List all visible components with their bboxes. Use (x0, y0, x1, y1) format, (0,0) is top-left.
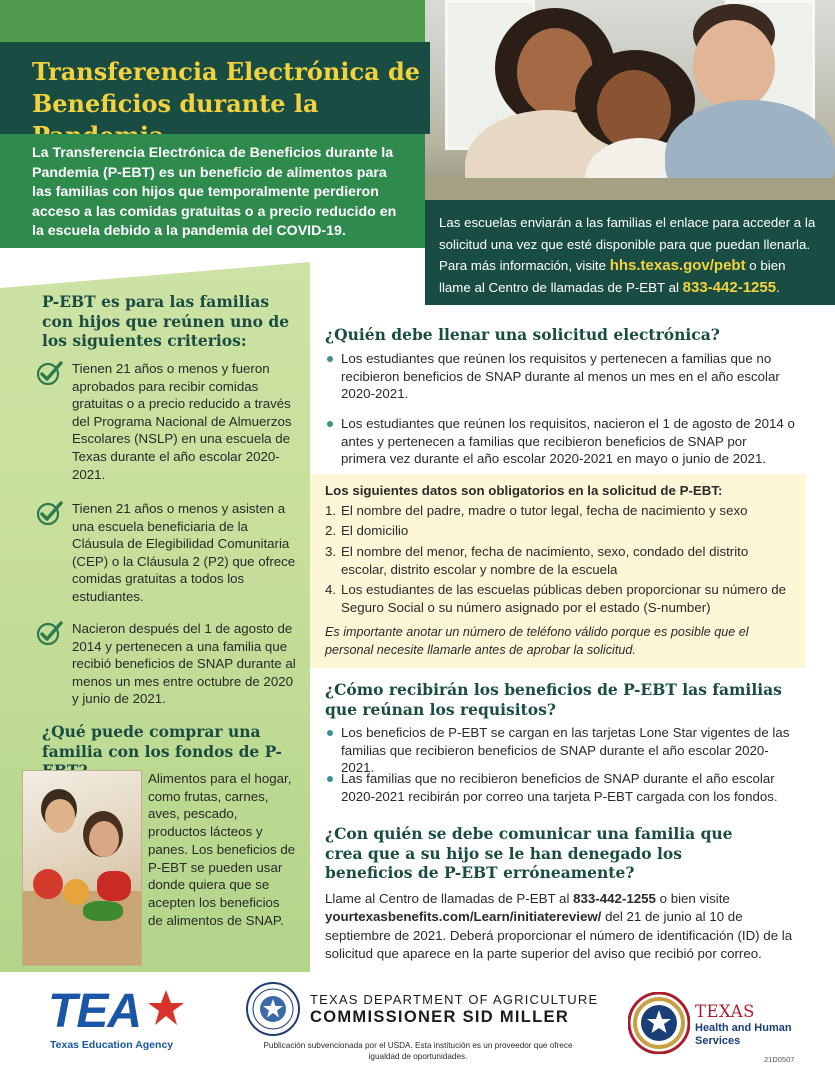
required-item: 4. Los estudiantes de las escuelas públicas deben proporcionar su número de Seguro Social o su número asignado por el estado (S-number) (325, 582, 786, 615)
info-text: Las escuelas enviarán a las familias el enlace para acceder a la solicitud una vez que esté disponible para que puedan llenarla. Para más información, visite hhs.texas.gov/pebt o bien llame al Centro de llamadas de P-EBT al 833-442-1255. (439, 215, 816, 296)
tda-name: TEXAS DEPARTMENT OF AGRICULTURE (310, 992, 599, 1007)
hhs-seal-icon (628, 992, 690, 1054)
tda-seal-icon (246, 982, 300, 1036)
contact-phone[interactable]: 833-442-1255 (573, 891, 656, 906)
eligibility-item: Tienen 21 años o menos y fueron aprobados para recibir comidas gratuitas o a precio reducido a través del Programa Nacional de Almuerzos Escolares (NSLP) en una escuela de Texas durante el año escolar 2020-2021. (36, 360, 300, 483)
required-item: 2. El domicilio (325, 523, 409, 538)
phone-number[interactable]: 833-442-1255 (682, 278, 777, 296)
title-line-2: Beneficios durante la (32, 89, 319, 118)
family-photo (425, 0, 835, 208)
usda-note: Publicación subvencionada por el USDA. Esta institución es un proveedor que ofrece igualdad de oportunidades. (263, 1041, 573, 1061)
tda-commissioner: COMMISSIONER SID MILLER (310, 1008, 570, 1026)
receive-bullet: Las familias que no recibieron beneficios de SNAP durante el año escolar 2020-2021 recibirán por correo una tarjeta P-EBT cargada con los fondos. (325, 770, 795, 805)
eligibility-item: Tienen 21 años o menos y asisten a una escuela beneficiaria de la Cláusula de Elegibilidad Comunitaria (CEP) o la Cláusula 2 (P2) que ofrece comidas gratuitas a todos los estudiantes. (36, 500, 300, 606)
contact-text: Llame al Centro de llamadas de P-EBT al 833-442-1255 o bien visite yourtexasbenefits.com/Learn/initiatereview/ del 21 de junio al 10 de septiembre de 2021. Deberá proporcionar el número de identificación (ID) de la solicitud que aparece en la parte superior del aviso que recibió por correo. (325, 891, 793, 961)
form-code: 21D0507 (764, 1055, 795, 1064)
hhs-texas: TEXAS (695, 1002, 755, 1021)
checkmark-icon (36, 360, 64, 386)
who-title: ¿Quién debe llenar una solicitud electrónica? (325, 325, 720, 344)
eligibility-title: P-EBT es para las familias con hijos que reúnen uno de los siguientes criterios: (42, 292, 290, 350)
buy-title: ¿Qué puede comprar una familia con los fondos de P- (42, 722, 282, 761)
checkmark-icon (36, 500, 64, 526)
hhs-name: Health and Human Services (695, 1022, 792, 1047)
title-line-1: Transferencia Electrónica de (32, 57, 421, 86)
review-link[interactable]: yourtexasbenefits.com/Learn/initiatereview/ (325, 909, 602, 925)
receive-bullet: Los beneficios de P-EBT se cargan en las tarjetas Lone Star vigentes de las familias que recibieron beneficios de SNAP durante el año escolar 2020-2021. (325, 724, 795, 777)
website-link[interactable]: hhs.texas.gov/pebt (609, 257, 746, 274)
intro-text: La Transferencia Electrónica de Beneficios durante la Pandemia (P-EBT) es un beneficio de alimentos para las familias con hijos que temporalmente perdieron acceso a las comidas gratuitas o a precio reducido en la escuela debido a la pandemia del COVID-19. (32, 145, 397, 239)
required-note: Es importante anotar un número de teléfono válido porque es posible que el personal necesite llamarle antes de aprobar la solicitud. (325, 625, 749, 657)
contact-title: ¿Con quién se debe comunicar una familia que crea que a su hijo se le han denegado los beneficios de P-EBT erróneamente? (325, 824, 733, 882)
buy-text: Alimentos para el hogar, como frutas, carnes, aves, pescado, productos lácteos y panes. Los beneficios de P-EBT se pueden usar donde quiera que se acepten los beneficios de alimentos de SNAP. (148, 771, 296, 928)
groceries-photo (22, 770, 142, 966)
intro-box (0, 134, 425, 248)
eligibility-item: Nacieron después del 1 de agosto de 2014 y pertenecen a una familia que recibió beneficios de SNAP durante al menos un mes entre octubre de 2020 y junio de 2021. (36, 620, 300, 708)
required-title: Los siguientes datos son obligatorios en la solicitud de P-EBT: (325, 483, 723, 498)
receive-title: ¿Cómo recibirán los beneficios de P-EBT las familias que reúnan los requisitos? (325, 680, 782, 719)
required-item: 1. El nombre del padre, madre o tutor legal, fecha de nacimiento y sexo (325, 503, 748, 518)
page-title (0, 42, 430, 134)
who-bullet: Los estudiantes que reúnen los requisitos y pertenecen a familias que no recibieron beneficios de SNAP durante al menos un mes en el año escolar 2020-2021. (325, 350, 795, 403)
who-bullet: Los estudiantes que reúnen los requisitos, nacieron el 1 de agosto de 2014 o antes y pertenecen a familias que recibieron beneficios de SNAP por primera vez durante el año escolar 2020-2021 en mayo o junio de 2021. (325, 415, 795, 468)
tea-name: Texas Education Agency (50, 1039, 174, 1051)
checkmark-icon (36, 620, 64, 646)
tea-star-icon (146, 988, 186, 1028)
required-item: 3. El nombre del menor, fecha de nacimiento, sexo, condado del distrito escolar, distrito escolar y nombre de la escuela (325, 544, 749, 577)
tea-logo: TEA (48, 985, 141, 1038)
info-box (425, 200, 835, 305)
